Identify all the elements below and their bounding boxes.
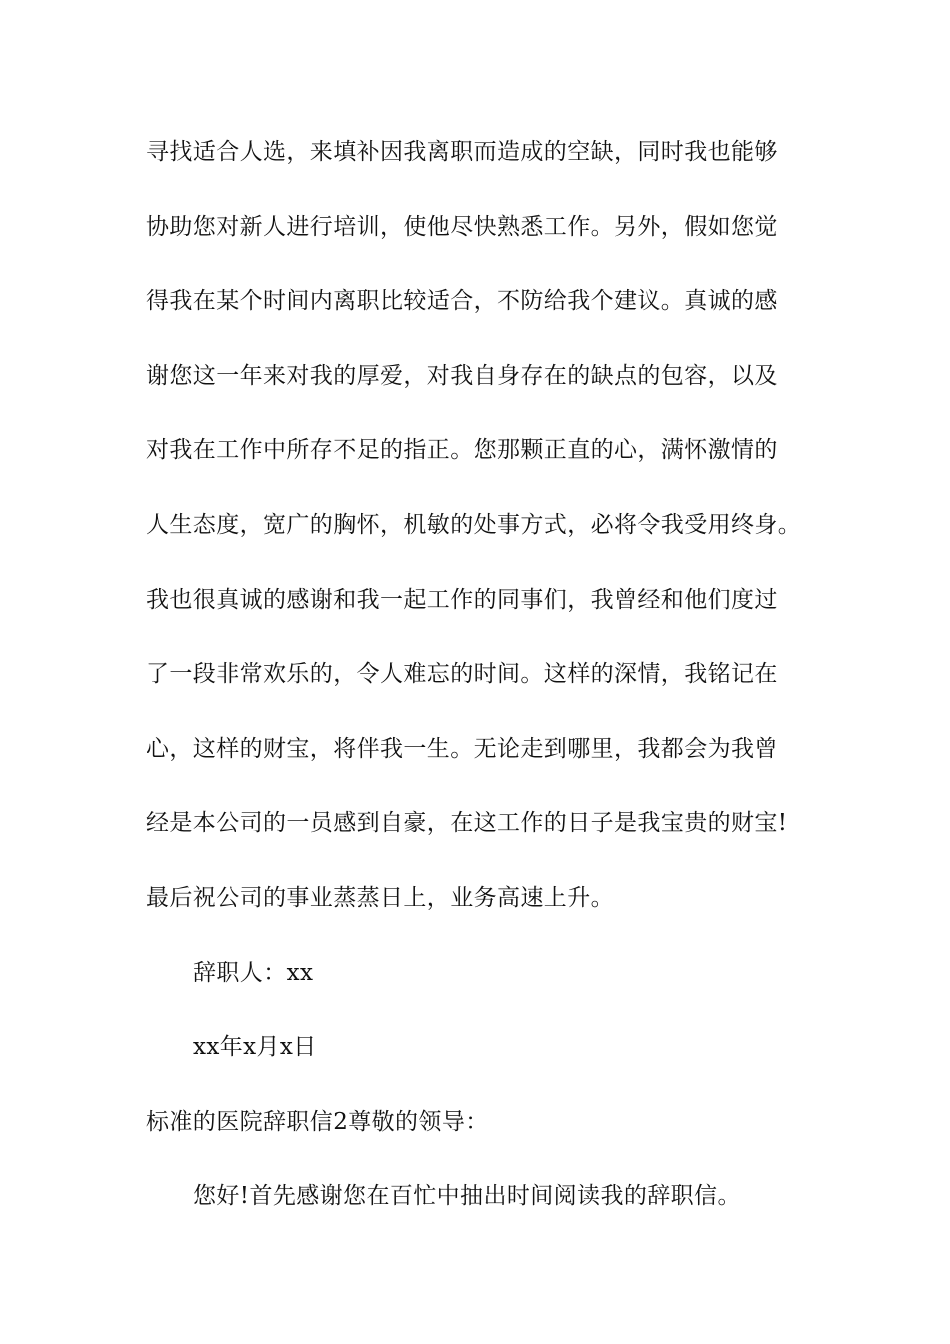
body-line: 最后祝公司的事业蒸蒸日上，业务高速上升。: [146, 885, 614, 911]
section-title: 标准的医院辞职信2尊敬的领导：: [146, 1109, 489, 1135]
body-line: 我也很真诚的感谢和我一起工作的同事们，我曾经和他们度过: [146, 587, 778, 613]
body-line: 谢您这一年来对我的厚爱，对我自身存在的缺点的包容，以及: [146, 363, 778, 389]
body-line: 人生态度，宽广的胸怀，机敏的处事方式，必将令我受用终身。: [146, 512, 802, 538]
body-line: 得我在某个时间内离职比较适合，不防给我个建议。真诚的感: [146, 288, 778, 314]
date-line: xx年x月x日: [193, 1034, 317, 1060]
body-line: 心，这样的财宝，将伴我一生。无论走到哪里，我都会为我曾: [146, 736, 778, 762]
body-line: 对我在工作中所存不足的指正。您那颗正直的心，满怀激情的: [146, 437, 778, 463]
signature-line: 辞职人：xx: [193, 960, 314, 986]
body-line: 协助您对新人进行培训，使他尽快熟悉工作。另外，假如您觉: [146, 214, 778, 240]
body-line: 经是本公司的一员感到自豪，在这工作的日子是我宝贵的财宝!: [146, 810, 788, 836]
body-line: 寻找适合人选，来填补因我离职而造成的空缺，同时我也能够: [146, 139, 778, 165]
body-line: 了一段非常欢乐的，令人难忘的时间。这样的深情，我铭记在: [146, 661, 778, 687]
greeting-line: 您好!首先感谢您在百忙中抽出时间阅读我的辞职信。: [193, 1183, 741, 1209]
